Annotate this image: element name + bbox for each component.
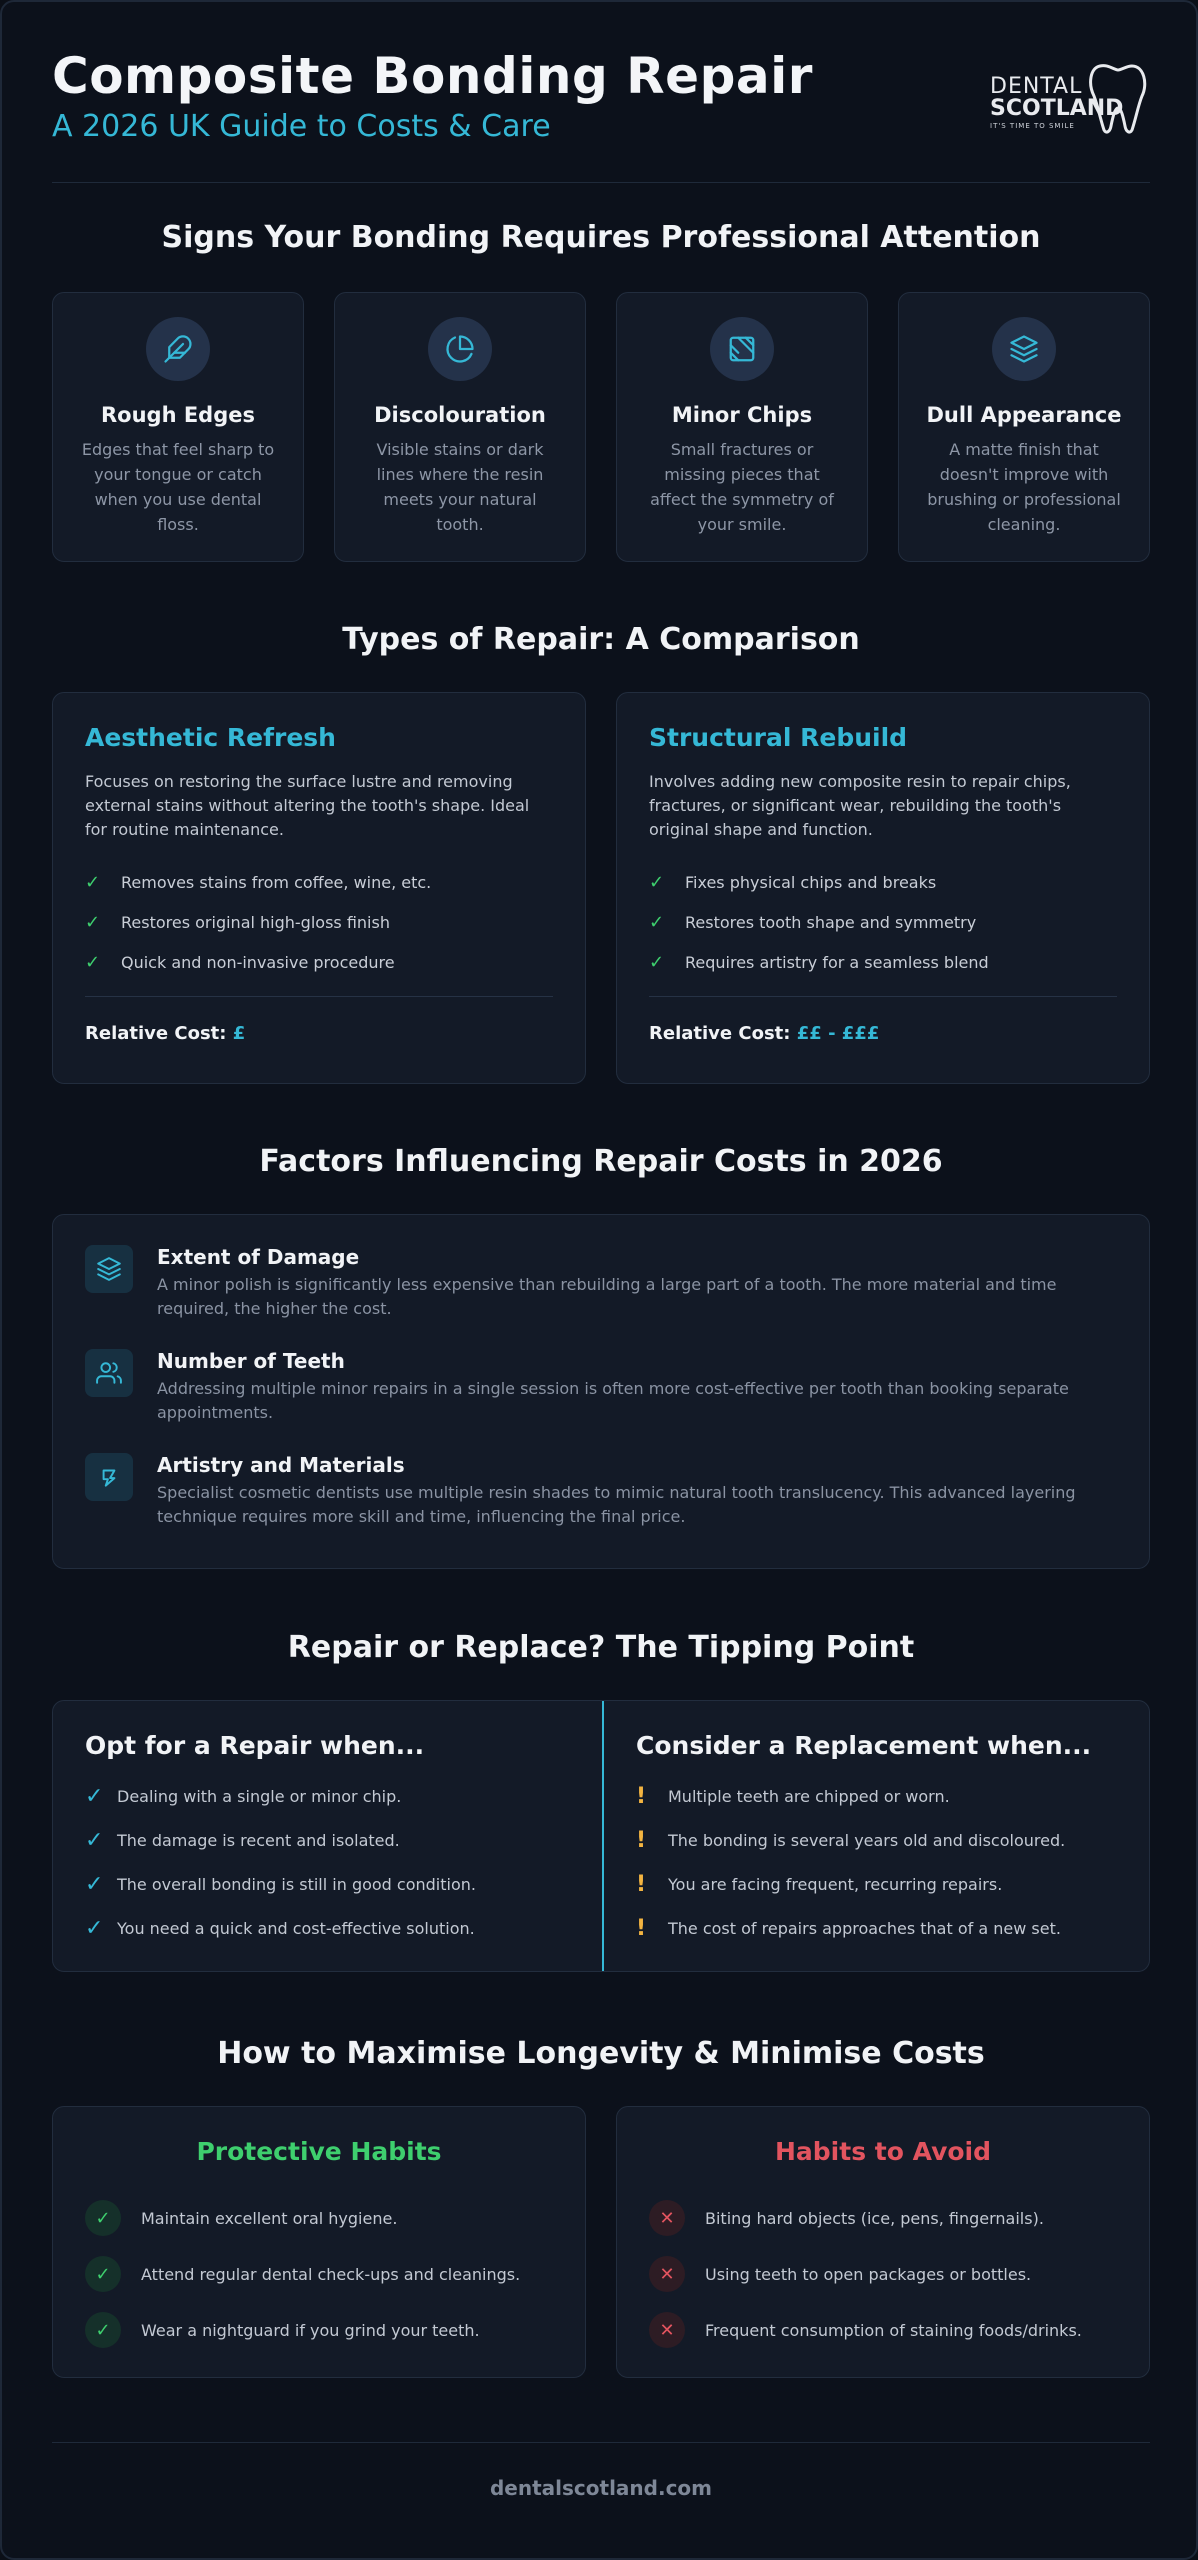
brush-icon (85, 1453, 133, 1501)
factors-card (52, 1214, 1150, 1569)
list-item (85, 902, 553, 942)
list-item (85, 942, 553, 982)
protective-habits-card (52, 2106, 586, 2378)
list-item (649, 2246, 1117, 2302)
check-icon: ✓ (85, 1783, 104, 1809)
sign-card-dull-appearance (898, 292, 1150, 562)
list-item (85, 1862, 570, 1906)
point-text: Quick and non-invasive procedure (121, 952, 395, 972)
relative-cost (85, 1023, 553, 1044)
list-item (85, 2302, 553, 2358)
factor-text: A minor polish is significantly less expensive than rebuilding a large part of a tooth. The more material and time required, the higher the cost. (157, 1275, 1057, 1318)
users-icon (85, 1349, 133, 1397)
tipping-title: Repair or Replace? The Tipping Point (287, 1630, 915, 1665)
sign-text: A matte finish that doesn't improve with brushing or professional cleaning. (927, 440, 1121, 534)
check-icon: ✓ (85, 951, 101, 973)
check-icon: ✓ (649, 871, 665, 893)
list-item (85, 1906, 570, 1950)
logo-line2: SCOTLAND (990, 96, 1124, 121)
point-text: Removes stains from coffee, wine, etc. (121, 872, 432, 892)
point-text: Restores tooth shape and symmetry (685, 912, 977, 932)
signs-title: Signs Your Bonding Requires Professional Attention (161, 220, 1041, 255)
list-item (649, 862, 1117, 902)
check-icon: ✓ (85, 2256, 121, 2292)
check-icon: ✓ (649, 911, 665, 933)
point-text: Requires artistry for a seamless blend (685, 952, 989, 972)
point-text: Dealing with a single or minor chip. (117, 1786, 402, 1806)
cross-icon: ✕ (649, 2200, 685, 2236)
dental-scotland-logo[interactable] (990, 56, 1150, 136)
feather-icon (146, 317, 210, 381)
sign-title: Minor Chips (671, 403, 813, 427)
check-icon: ✓ (85, 1871, 104, 1897)
sign-title: Discolouration (374, 403, 546, 427)
header-divider (52, 182, 1150, 183)
list-item (636, 1818, 1121, 1862)
repair-type-text: Focuses on restoring the surface lustre and removing external stains without altering the tooth's shape. Ideal for routine maintenance. (85, 772, 530, 839)
list-item (85, 1818, 570, 1862)
replace-column (604, 1701, 1153, 1971)
point-text: Fixes physical chips and breaks (685, 872, 937, 892)
warning-icon: ! (636, 1783, 647, 1809)
factors-title: Factors Influencing Repair Costs in 2026 (259, 1144, 943, 1179)
check-icon: ✓ (85, 911, 101, 933)
list-item (85, 2246, 553, 2302)
check-icon: ✓ (649, 951, 665, 973)
list-item (636, 1906, 1121, 1950)
replace-column-title: Consider a Replacement when... (636, 1731, 1092, 1760)
point-text: Frequent consumption of staining foods/drinks. (705, 2320, 1082, 2340)
page-subtitle: A 2026 UK Guide to Costs & Care (52, 109, 551, 144)
sign-card-minor-chips (616, 292, 868, 562)
repair-column-title: Opt for a Repair when... (85, 1731, 425, 1760)
factor-text: Specialist cosmetic dentists use multiple resin shades to mimic natural tooth translucency. This advanced layering technique requires more skill and time, influencing the final price. (157, 1483, 1076, 1526)
cost-label: Relative Cost: (85, 1023, 227, 1044)
point-text: Multiple teeth are chipped or worn. (668, 1786, 950, 1806)
habits-to-avoid-title: Habits to Avoid (774, 2137, 991, 2166)
factor-extent-of-damage (85, 1245, 1117, 1349)
logo-line1: DENTAL (990, 74, 1083, 99)
point-text: Using teeth to open packages or bottles. (705, 2264, 1032, 2284)
divider (649, 996, 1117, 997)
factor-number-of-teeth (85, 1349, 1117, 1453)
point-text: Restores original high-gloss finish (121, 912, 390, 932)
factor-artistry-materials (85, 1453, 1117, 1557)
page-title: Composite Bonding Repair (52, 47, 813, 105)
list-item (636, 1862, 1121, 1906)
check-icon: ✓ (85, 1915, 104, 1941)
logo-tagline: IT'S TIME TO SMILE (990, 122, 1075, 130)
longevity-title: How to Maximise Longevity & Minimise Costs (217, 2036, 985, 2071)
relative-cost (649, 1023, 1117, 1044)
warning-icon: ! (636, 1871, 647, 1897)
sign-text: Small fractures or missing pieces that affect the symmetry of your smile. (650, 440, 834, 534)
factor-title: Number of Teeth (157, 1349, 345, 1373)
point-text: You are facing frequent, recurring repairs. (668, 1874, 1003, 1894)
repair-type-title: Aesthetic Refresh (85, 723, 336, 752)
factor-title: Extent of Damage (157, 1245, 360, 1269)
check-icon: ✓ (85, 871, 101, 893)
point-text: Maintain excellent oral hygiene. (141, 2208, 398, 2228)
point-text: The overall bonding is still in good condition. (117, 1874, 476, 1894)
types-title: Types of Repair: A Comparison (342, 622, 860, 657)
broken-tile-icon (710, 317, 774, 381)
point-text: You need a quick and cost-effective solution. (117, 1918, 475, 1938)
repair-column (53, 1701, 602, 1971)
cost-label: Relative Cost: (649, 1023, 791, 1044)
list-item (85, 1774, 570, 1818)
list-item (85, 2190, 553, 2246)
repair-or-replace-card (52, 1700, 1150, 1972)
point-text: Wear a nightguard if you grind your teeth. (141, 2320, 480, 2340)
repair-type-structural (616, 692, 1150, 1084)
footer-link[interactable]: dentalscotland.com (489, 2476, 713, 2500)
list-item (649, 2302, 1117, 2358)
tooth-logo-icon (1086, 56, 1150, 136)
point-text: The damage is recent and isolated. (117, 1830, 400, 1850)
list-item (649, 942, 1117, 982)
layers-icon (85, 1245, 133, 1293)
cost-value: £ (232, 1023, 246, 1044)
sign-text: Visible stains or dark lines where the resin meets your natural tooth. (376, 440, 544, 534)
warning-icon: ! (636, 1827, 647, 1853)
check-icon: ✓ (85, 1827, 104, 1853)
pie-chart-icon (428, 317, 492, 381)
habits-to-avoid-card (616, 2106, 1150, 2378)
list-item (649, 2190, 1117, 2246)
repair-type-title: Structural Rebuild (649, 723, 908, 752)
layers-icon (992, 317, 1056, 381)
cross-icon: ✕ (649, 2256, 685, 2292)
sign-title: Rough Edges (101, 403, 255, 427)
sign-text: Edges that feel sharp to your tongue or catch when you use dental floss. (81, 440, 275, 534)
cost-value: ££ - £££ (796, 1023, 880, 1044)
sign-title: Dull Appearance (926, 403, 1122, 427)
point-text: The cost of repairs approaches that of a new set. (668, 1918, 1061, 1938)
footer-divider (52, 2442, 1150, 2443)
repair-type-aesthetic (52, 692, 586, 1084)
factor-title: Artistry and Materials (157, 1453, 405, 1477)
warning-icon: ! (636, 1915, 647, 1941)
check-icon: ✓ (85, 2312, 121, 2348)
cross-icon: ✕ (649, 2312, 685, 2348)
list-item (636, 1774, 1121, 1818)
factor-text: Addressing multiple minor repairs in a single session is often more cost-effective per tooth than booking separate appointments. (157, 1379, 1069, 1422)
header (52, 46, 1150, 166)
point-text: The bonding is several years old and discoloured. (668, 1830, 1066, 1850)
check-icon: ✓ (85, 2200, 121, 2236)
list-item (85, 862, 553, 902)
point-text: Attend regular dental check-ups and cleanings. (141, 2264, 521, 2284)
list-item (649, 902, 1117, 942)
protective-habits-title: Protective Habits (196, 2137, 442, 2166)
sign-card-rough-edges (52, 292, 304, 562)
divider (85, 996, 553, 997)
repair-type-text: Involves adding new composite resin to repair chips, fractures, or significant wear, rebuilding the tooth's original shape and function. (649, 772, 1071, 839)
point-text: Biting hard objects (ice, pens, fingernails). (705, 2208, 1044, 2228)
sign-card-discolouration (334, 292, 586, 562)
